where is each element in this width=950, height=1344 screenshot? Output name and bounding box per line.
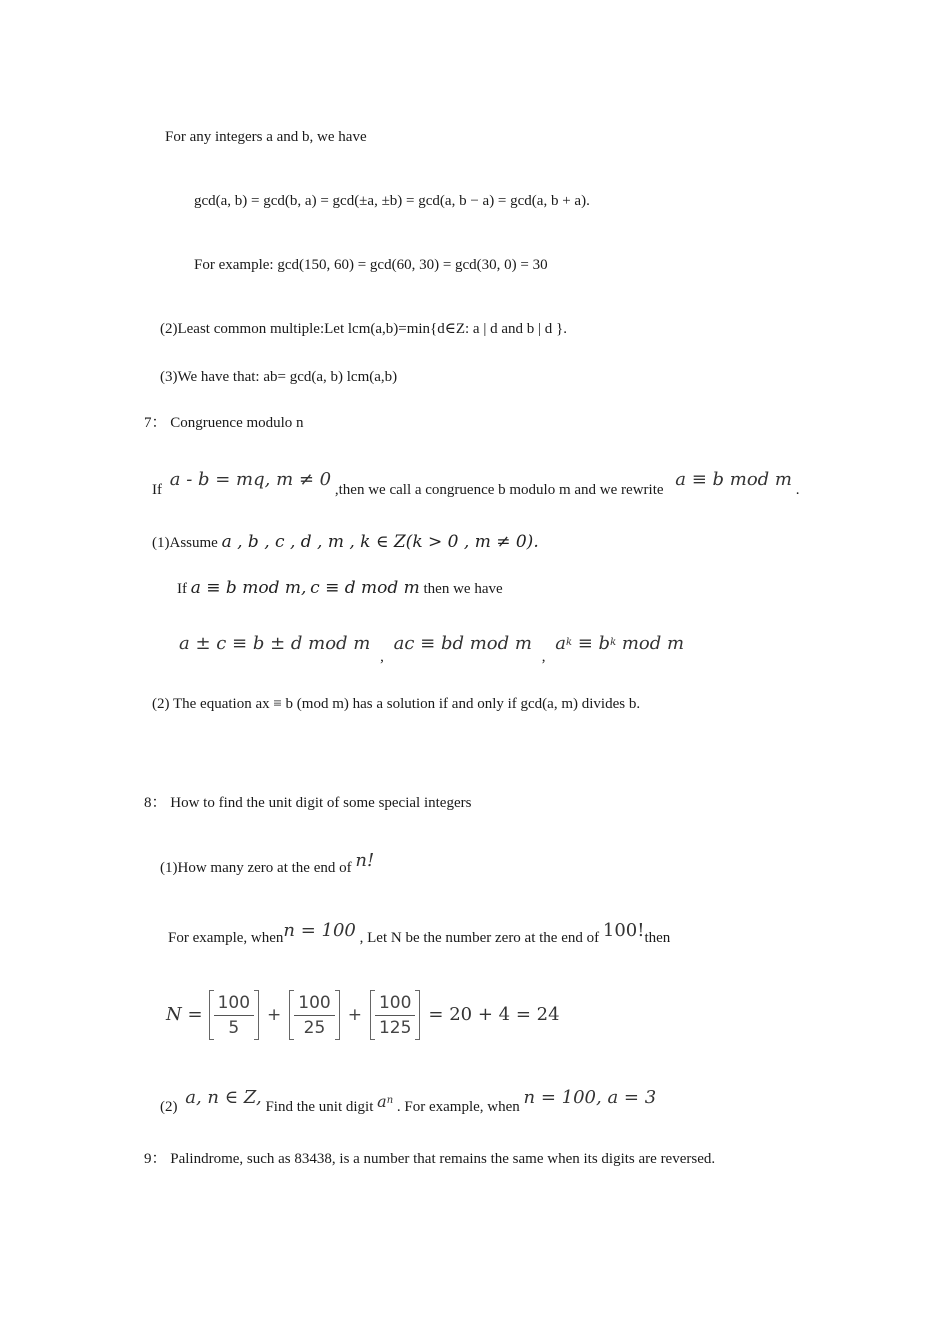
zeros-formula: [166, 990, 560, 1040]
example-math-2: 100!: [602, 920, 645, 941]
plus-2: +: [347, 1005, 362, 1025]
assume-label: (1)Assume: [152, 535, 218, 551]
example-text-1: For example, when: [168, 930, 284, 946]
section-8-heading: 8： How to find the unit digit of some special integers: [144, 795, 472, 811]
plus-1: +: [267, 1005, 282, 1025]
if-word: If: [177, 581, 187, 597]
lcm-definition: (2)Least common multiple:Let lcm(a,b)=min{d∈Z: a | d and b | d }.: [160, 321, 567, 337]
example-text-2: , Let N be the number zero at the end of: [359, 930, 600, 946]
result-2: ac ≡ bd mod m: [393, 633, 532, 654]
gcd-identity: gcd(a, b) = gcd(b, a) = gcd(±a, ±b) = gcd(a, b − a) = gcd(a, b + a).: [194, 193, 590, 209]
equation-solvability: (2) The equation ax ≡ b (mod m) has a solution if and only if gcd(a, m) divides b.: [152, 696, 641, 712]
formula-result: = 20 + 4 = 24: [428, 1004, 560, 1025]
q2-math-2: n = 100, a = 3: [523, 1087, 657, 1108]
q2-text-2: . For example, when: [396, 1099, 520, 1115]
q2-line: [160, 1087, 657, 1115]
condition-2: c ≡ d mod m: [310, 578, 420, 598]
q2-label: (2): [160, 1099, 178, 1115]
q2-text: Find the unit digit: [265, 1099, 374, 1115]
q2-power: $a^n$: [377, 1092, 394, 1111]
gcd-intro: For any integers a and b, we have: [165, 129, 367, 145]
result-comma-2: ,: [541, 649, 546, 665]
section-9-palindrome: 9： Palindrome, such as 83438, is a number that remains the same when its digits are reversed.: [144, 1151, 716, 1167]
if-condition-line: [177, 578, 503, 599]
result-3: $a^k \equiv b^k$ mod m: [555, 633, 685, 654]
example-line: [168, 920, 671, 946]
floor-term-2: $\frac{100}{25}$: [289, 990, 339, 1040]
gcd-example: For example: gcd(150, 60) = gcd(60, 30) = gcd(30, 0) = 30: [194, 257, 548, 273]
formula-lhs: N =: [166, 1004, 203, 1025]
q1-math: n!: [355, 850, 375, 871]
def-end: .: [795, 482, 800, 498]
def-if: If: [152, 482, 162, 498]
condition-separator: ,: [300, 578, 307, 598]
def-rhs-math: a ≡ b mod m: [675, 469, 792, 490]
result-comma-1: ,: [380, 649, 384, 665]
q1-line: [160, 850, 375, 876]
def-mid: ,then we call a congruence b modulo m and we rewrite: [334, 482, 664, 498]
q2-math: a, n ∈ Z,: [185, 1087, 262, 1108]
then-text: then we have: [423, 581, 503, 597]
assume-math: a , b , c , d , m , k ∈ Z(k > 0 , m ≠ 0).: [221, 532, 539, 552]
section-7-heading: 7： Congruence modulo n: [144, 415, 304, 431]
q1-text: (1)How many zero at the end of: [160, 860, 352, 876]
condition-1: a ≡ b mod m: [190, 578, 301, 598]
def-lhs-math: a - b = mq, m ≠ 0: [169, 469, 332, 490]
result-1: a ± c ≡ b ± d mod m: [179, 633, 371, 654]
floor-term-3: $\frac{100}{125}$: [370, 990, 420, 1040]
example-text-3: then: [644, 930, 671, 946]
ab-relation: (3)We have that: ab= gcd(a, b) lcm(a,b): [160, 369, 398, 385]
example-math-1: n = 100: [283, 920, 356, 941]
floor-term-1: $\frac{100}{5}$: [209, 990, 259, 1040]
congruence-results: [179, 633, 685, 665]
congruence-definition: [152, 469, 800, 498]
assume-line: [152, 532, 539, 553]
